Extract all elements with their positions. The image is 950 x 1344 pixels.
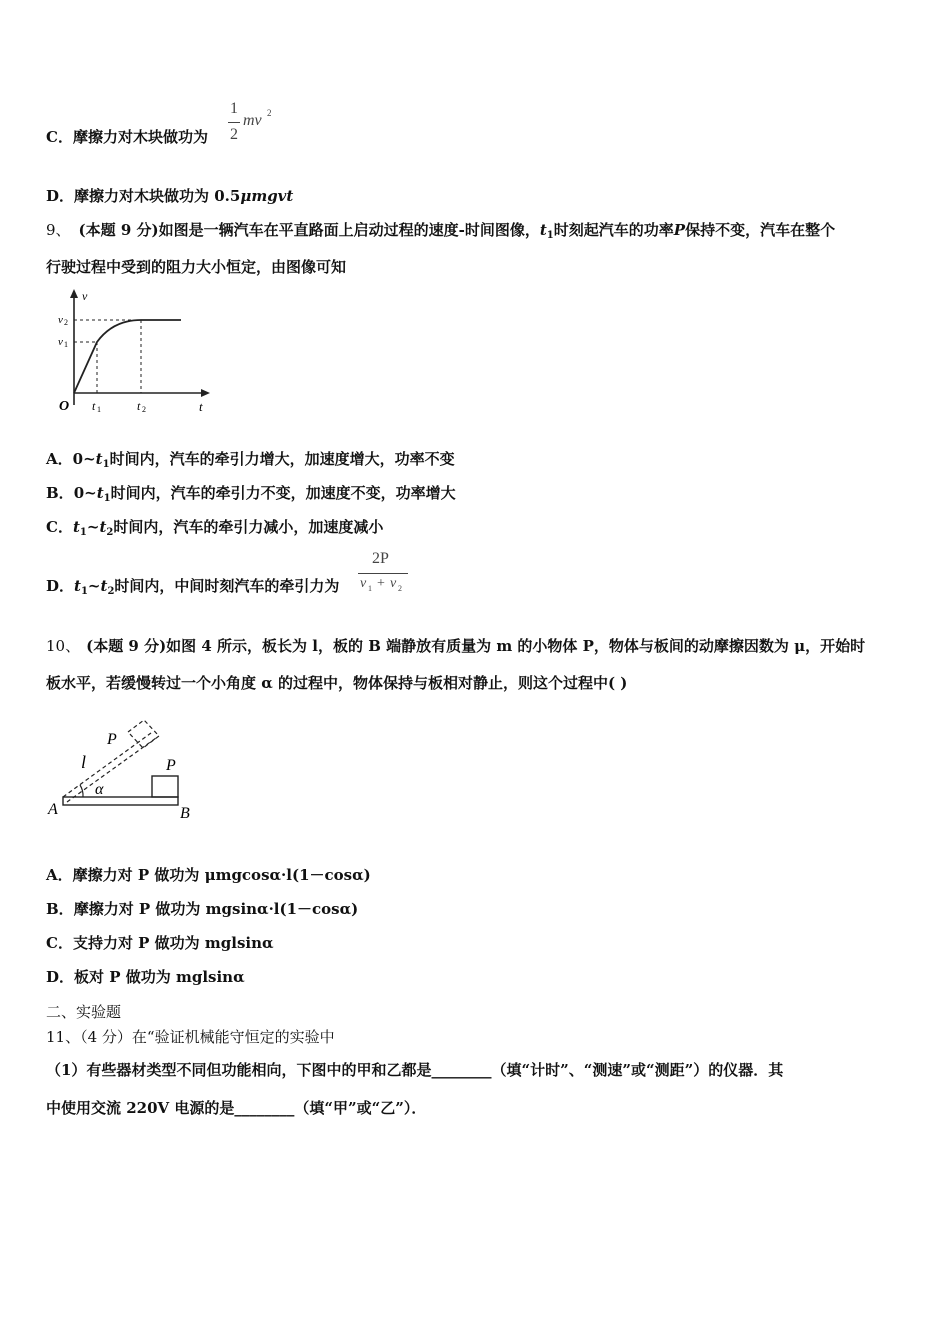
q9-option-b-range: 0~: [73, 484, 97, 502]
q9-stem-p: P: [673, 221, 686, 239]
q9-option-c-label: C．: [46, 518, 73, 536]
q10-option-a-label: A．: [46, 866, 73, 884]
v1-label-sub: 1: [64, 340, 68, 349]
label-alpha: α: [95, 781, 104, 798]
q10-option-d-text: 板对 P 做功为 mglsinα: [74, 968, 245, 986]
q9-d-frac-den-v1: v: [360, 576, 367, 591]
q9-stem-suffix: 保持不变，汽车在整个: [685, 221, 836, 239]
q10-option-c-label: C．: [46, 934, 73, 952]
q9-option-a-label: A．: [46, 450, 73, 468]
q9-option-c: [46, 517, 383, 543]
q9-stem-t: t: [539, 221, 547, 239]
q8-option-c-text: 摩擦力对木块做功为: [72, 128, 208, 146]
t1-label: t: [92, 399, 96, 413]
tilted-block-p: [128, 720, 159, 748]
q10-option-d: [46, 967, 245, 987]
q9-option-d-t1: t: [74, 577, 81, 595]
q10-option-a: [46, 865, 371, 885]
q8-frac-tail: mv: [243, 112, 262, 129]
section-heading-experiments: 二、实验题: [46, 1003, 122, 1021]
q8-frac-exp: 2: [267, 108, 272, 118]
q10-stem-line1-text: (本题 9 分)如图 4 所示，板长为 l，板的 B 端静放有质量为 m 的小物体 P，物体与板间的动摩擦因数为 μ，开始时: [86, 637, 866, 655]
v-axis-arrow: [70, 289, 78, 298]
q11-part1-line2: 中使用交流 220V 电源的是________（填“甲”或“乙”）．: [46, 1099, 427, 1117]
q10-stem-line2: 板水平，若缓慢转过一个小角度 α 的过程中，物体保持与板相对静止，则这个过程中( ): [46, 674, 628, 692]
q9-option-b-t: t: [96, 484, 104, 502]
q9-option-a-t: t: [95, 450, 103, 468]
q8-option-c-fraction: [228, 100, 278, 152]
q10-stem-line1: [46, 636, 865, 656]
q11-stem: 11、（4 分）在“验证机械能守恒定的实验中: [46, 1028, 335, 1046]
q9-d-frac-num: 2P: [372, 550, 389, 567]
v2-label-sub: 2: [64, 318, 68, 327]
t2-label-sub: 2: [142, 405, 146, 414]
q8-frac-num: 1: [230, 100, 238, 117]
q9-option-b-label: B．: [46, 484, 74, 502]
q9-option-d-text: 时间内，中间时刻汽车的牵引力为: [114, 577, 340, 595]
q9-stem-line1: [46, 220, 835, 246]
q9-stem-t-sub: 1: [546, 230, 554, 241]
q10-option-b: [46, 899, 358, 919]
q8-option-d: [46, 186, 293, 206]
q9-option-a-range: 0~: [72, 450, 96, 468]
q9-option-a: [46, 449, 455, 475]
q9-option-d-t1-sub: 1: [80, 586, 88, 597]
t2-label: t: [137, 399, 141, 413]
q8-option-d-label: D．: [46, 187, 75, 205]
q8-option-c: [46, 127, 208, 147]
q8-frac-bar: [228, 122, 240, 123]
horizontal-board: [63, 797, 178, 805]
q9-stem-mid: 时刻起汽车的功率: [553, 221, 674, 239]
q10-option-c: [46, 933, 274, 953]
q11-part1-line1: （1）有些器材类型不同但功能相向，下图中的甲和乙都是________（填“计时”、“测速”或“测距”）的仪器．其: [46, 1061, 784, 1079]
q9-option-a-t-sub: 1: [102, 459, 110, 470]
q9-stem-prefix: (本题 9 分)如图是一辆汽车在平直路面上启动过程的速度-时间图像，: [78, 221, 540, 239]
q8-frac-den: 2: [230, 126, 238, 143]
q8-option-d-expr: μmgvt: [240, 187, 294, 205]
label-b: B: [180, 805, 190, 822]
q9-option-b-text: 时间内，汽车的牵引力不变，加速度不变，功率增大: [110, 484, 456, 502]
label-p-bottom: P: [166, 757, 176, 774]
v1-label: v: [58, 336, 63, 348]
q9-option-d-t2: t: [100, 577, 108, 595]
velocity-curve: [74, 320, 181, 393]
q10-option-a-text: 摩擦力对 P 做功为 μmgcosα·l(1－cosα): [72, 866, 371, 884]
label-a: A: [48, 801, 58, 818]
q9-option-c-tilde: ~: [86, 518, 100, 536]
q9-d-frac-plus: +: [377, 576, 385, 591]
label-l: l: [81, 752, 87, 772]
q10-number: 10、: [46, 637, 81, 655]
q9-option-d-fraction: [358, 550, 414, 602]
q9-vt-graph: [55, 285, 215, 420]
q10-board-figure: [45, 708, 205, 826]
q9-option-c-t1: t: [72, 518, 80, 536]
q10-option-c-text: 支持力对 P 做功为 mglsinα: [72, 934, 274, 952]
q8-option-c-label: C．: [46, 128, 73, 146]
q9-option-b-t-sub: 1: [103, 493, 111, 504]
q9-option-c-text: 时间内，汽车的牵引力减小，加速度减小: [113, 518, 384, 536]
q9-option-c-t1-sub: 1: [79, 527, 87, 538]
label-p-top: P: [107, 731, 117, 748]
q10-option-b-label: B．: [46, 900, 74, 918]
t1-label-sub: 1: [97, 405, 101, 414]
q9-option-b: [46, 483, 456, 509]
q9-number: 9、: [46, 221, 71, 239]
q9-d-frac-den-v2: v: [390, 576, 397, 591]
t-axis-arrow: [201, 389, 210, 397]
q9-option-a-text: 时间内，汽车的牵引力增大，加速度增大，功率不变: [109, 450, 455, 468]
block-p: [152, 776, 178, 797]
q8-option-d-text: 摩擦力对木块做功为 0.5: [74, 187, 241, 205]
t-axis-label: t: [199, 399, 203, 414]
q9-d-frac-den-v2-sub: 2: [398, 584, 402, 593]
q9-stem-line2: 行驶过程中受到的阻力大小恒定，由图像可知: [46, 258, 347, 276]
q9-option-d-label: D．: [46, 577, 75, 595]
q9-option-d-t2-sub: 2: [107, 586, 115, 597]
q9-option-d-tilde: ~: [87, 577, 101, 595]
q10-option-b-text: 摩擦力对 P 做功为 mgsinα·l(1－cosα): [73, 900, 359, 918]
q9-d-frac-bar: [358, 573, 408, 574]
q9-d-frac-den-v1-sub: 1: [368, 584, 372, 593]
v2-label: v: [58, 314, 63, 326]
origin-label: O: [59, 399, 70, 414]
q9-option-d: [46, 576, 339, 602]
v-axis-label: v: [82, 289, 88, 303]
q10-option-d-label: D．: [46, 968, 75, 986]
q9-option-c-t2: t: [99, 518, 107, 536]
q9-option-c-t2-sub: 2: [106, 527, 114, 538]
alpha-arc: [80, 785, 83, 797]
